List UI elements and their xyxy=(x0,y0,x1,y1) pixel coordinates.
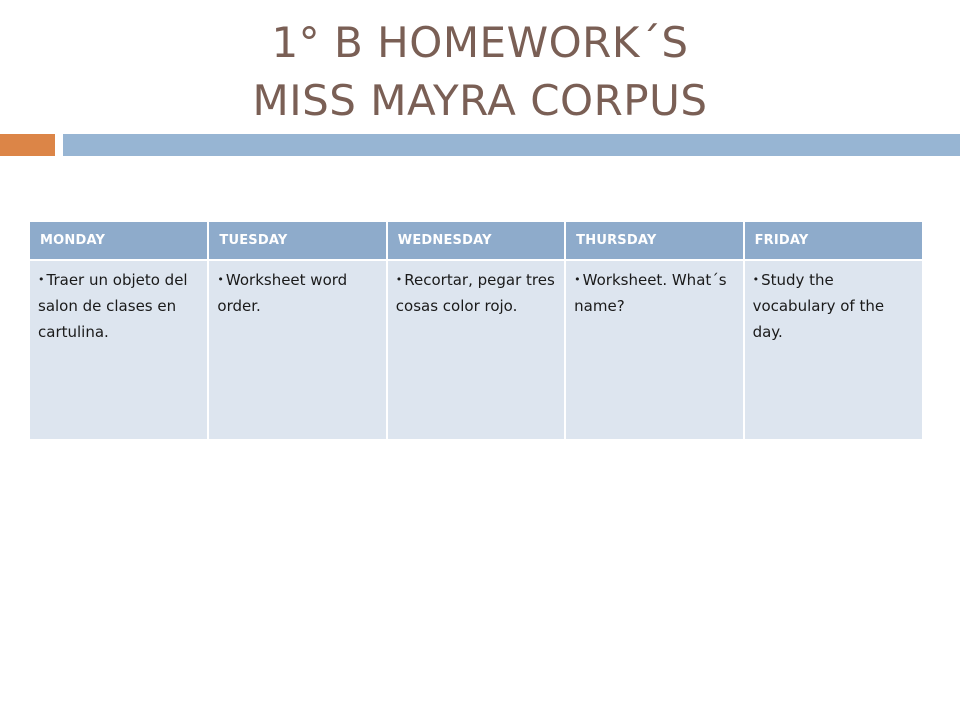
table-row xyxy=(30,260,922,439)
header-wednesday: WEDNESDAY xyxy=(387,222,565,260)
header-tuesday: TUESDAY xyxy=(208,222,386,260)
cell-text-thursday: Worksheet. What´s name? xyxy=(574,271,727,315)
accent-bar-orange xyxy=(0,134,55,156)
bullet-icon: • xyxy=(38,273,45,286)
cell-thursday xyxy=(565,260,743,439)
cell-text-tuesday: Worksheet word order. xyxy=(217,271,348,315)
title-line-class: 1° B HOMEWORK´S xyxy=(271,18,689,67)
cell-text-friday: Study the vocabulary of the day. xyxy=(752,271,885,341)
bullet-icon: • xyxy=(217,273,224,286)
header-friday: FRIDAY xyxy=(744,222,922,260)
accent-bar-blue xyxy=(63,134,960,156)
cell-text-wednesday: Recortar, pegar tres cosas color rojo. xyxy=(395,271,555,315)
bullet-icon: • xyxy=(395,273,403,286)
cell-wednesday xyxy=(387,260,565,439)
cell-monday xyxy=(30,260,208,439)
cell-friday xyxy=(744,260,922,439)
header-thursday: THURSDAY xyxy=(565,222,743,260)
bullet-icon: • xyxy=(574,273,581,286)
table-header-row xyxy=(30,222,922,260)
cell-tuesday xyxy=(208,260,386,439)
cell-text-monday: Traer un objeto del salon de clases en cartulina. xyxy=(38,271,188,341)
homework-table-container xyxy=(30,222,922,439)
bullet-icon: • xyxy=(752,273,760,286)
title-line-teacher: MISS MAYRA CORPUS xyxy=(252,76,708,125)
slide-title xyxy=(0,14,960,130)
homework-table xyxy=(30,222,922,439)
header-monday: MONDAY xyxy=(30,222,208,260)
